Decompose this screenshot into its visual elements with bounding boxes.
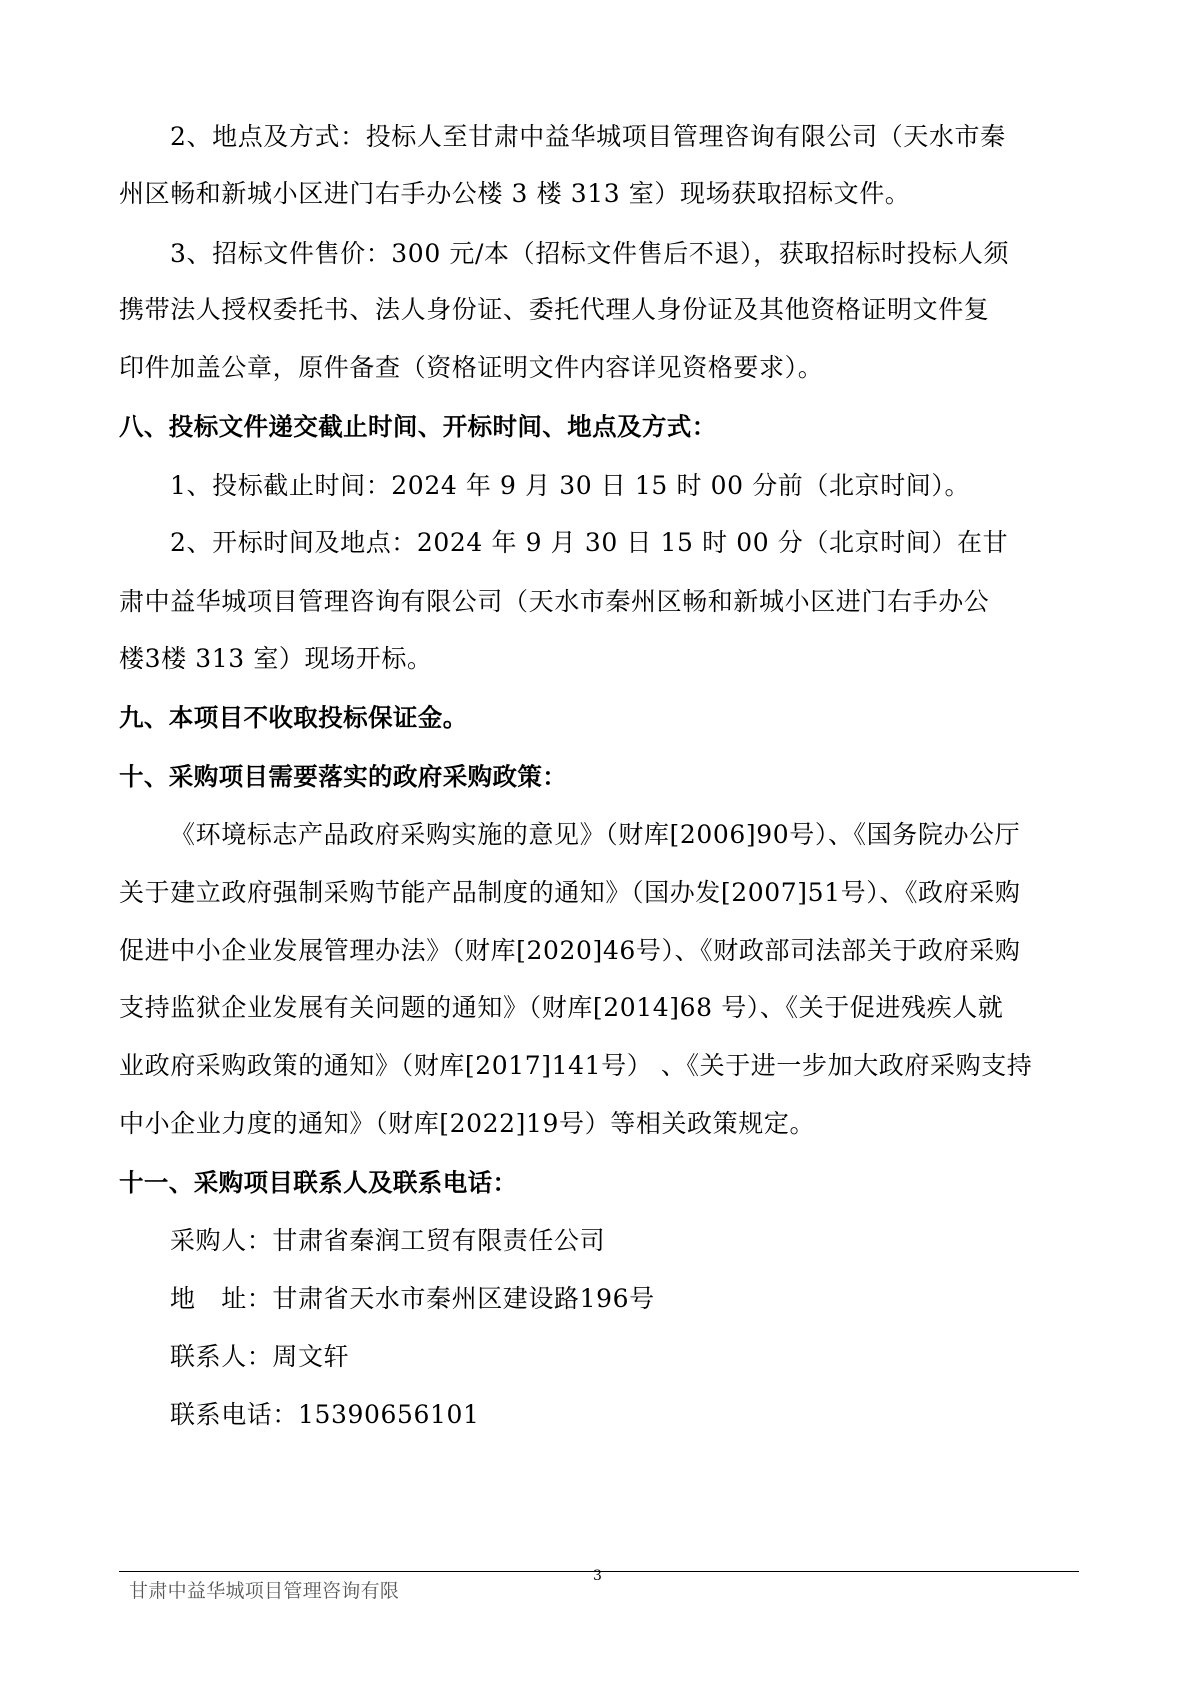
paragraph-line: 关于建立政府强制采购节能产品制度的通知》（国办发[2007]51号）、《政府采购 bbox=[119, 878, 1021, 907]
contact-person-line: 联系人：周文轩 bbox=[170, 1342, 350, 1371]
purchaser-line: 采购人：甘肃省秦润工贸有限责任公司 bbox=[170, 1226, 606, 1255]
paragraph-line: 2、地点及方式：投标人至甘肃中益华城项目管理咨询有限公司（天水市秦 bbox=[170, 122, 1006, 151]
paragraph-line: 中小企业力度的通知》（财库[2022]19号）等相关政策规定。 bbox=[119, 1109, 816, 1138]
paragraph-line: 州区畅和新城小区进门右手办公楼 3 楼 313 室）现场获取招标文件。 bbox=[119, 179, 911, 208]
contact-phone-line: 联系电话：15390656101 bbox=[170, 1400, 480, 1429]
paragraph-line: 楼3楼 313 室）现场开标。 bbox=[119, 644, 433, 673]
page-number: 3 bbox=[593, 1568, 602, 1584]
paragraph-line: 3、招标文件售价：300 元/本（招标文件售后不退），获取招标时投标人须 bbox=[170, 239, 1010, 268]
address-line: 地 址：甘肃省天水市秦州区建设路196号 bbox=[170, 1284, 655, 1313]
paragraph-line: 肃中益华城项目管理咨询有限公司（天水市秦州区畅和新城小区进门右手办公 bbox=[119, 587, 990, 616]
paragraph-line: 2、开标时间及地点：2024 年 9 月 30 日 15 时 00 分（北京时间）在甘 bbox=[170, 528, 1009, 557]
section-heading-8: 八、投标文件递交截止时间、开标时间、地点及方式： bbox=[119, 412, 717, 441]
paragraph-line: 《环境标志产品政府采购实施的意见》（财库[2006]90号）、《国务院办公厅 bbox=[170, 820, 1021, 849]
section-heading-11: 十一、采购项目联系人及联系电话： bbox=[119, 1168, 518, 1197]
section-heading-10: 十、采购项目需要落实的政府采购政策： bbox=[119, 762, 568, 791]
paragraph-line: 1、投标截止时间：2024 年 9 月 30 日 15 时 00 分前（北京时间）。 bbox=[170, 471, 971, 500]
paragraph-line: 携带法人授权委托书、法人身份证、委托代理人身份证及其他资格证明文件复 bbox=[119, 295, 990, 324]
paragraph-line: 促进中小企业发展管理办法》（财库[2020]46号）、《财政部司法部关于政府采购 bbox=[119, 936, 1021, 965]
paragraph-line: 印件加盖公章，原件备查（资格证明文件内容详见资格要求）。 bbox=[119, 353, 824, 382]
paragraph-line: 业政府采购政策的通知》（财库[2017]141号） 、《关于进一步加大政府采购支持 bbox=[119, 1051, 1033, 1080]
section-heading-9: 九、本项目不收取投标保证金。 bbox=[119, 703, 468, 732]
paragraph-line: 支持监狱企业发展有关问题的通知》（财库[2014]68 号）、《关于促进残疾人就 bbox=[119, 993, 1004, 1022]
footer-company-name: 甘肃中益华城项目管理咨询有限 bbox=[129, 1580, 400, 1602]
